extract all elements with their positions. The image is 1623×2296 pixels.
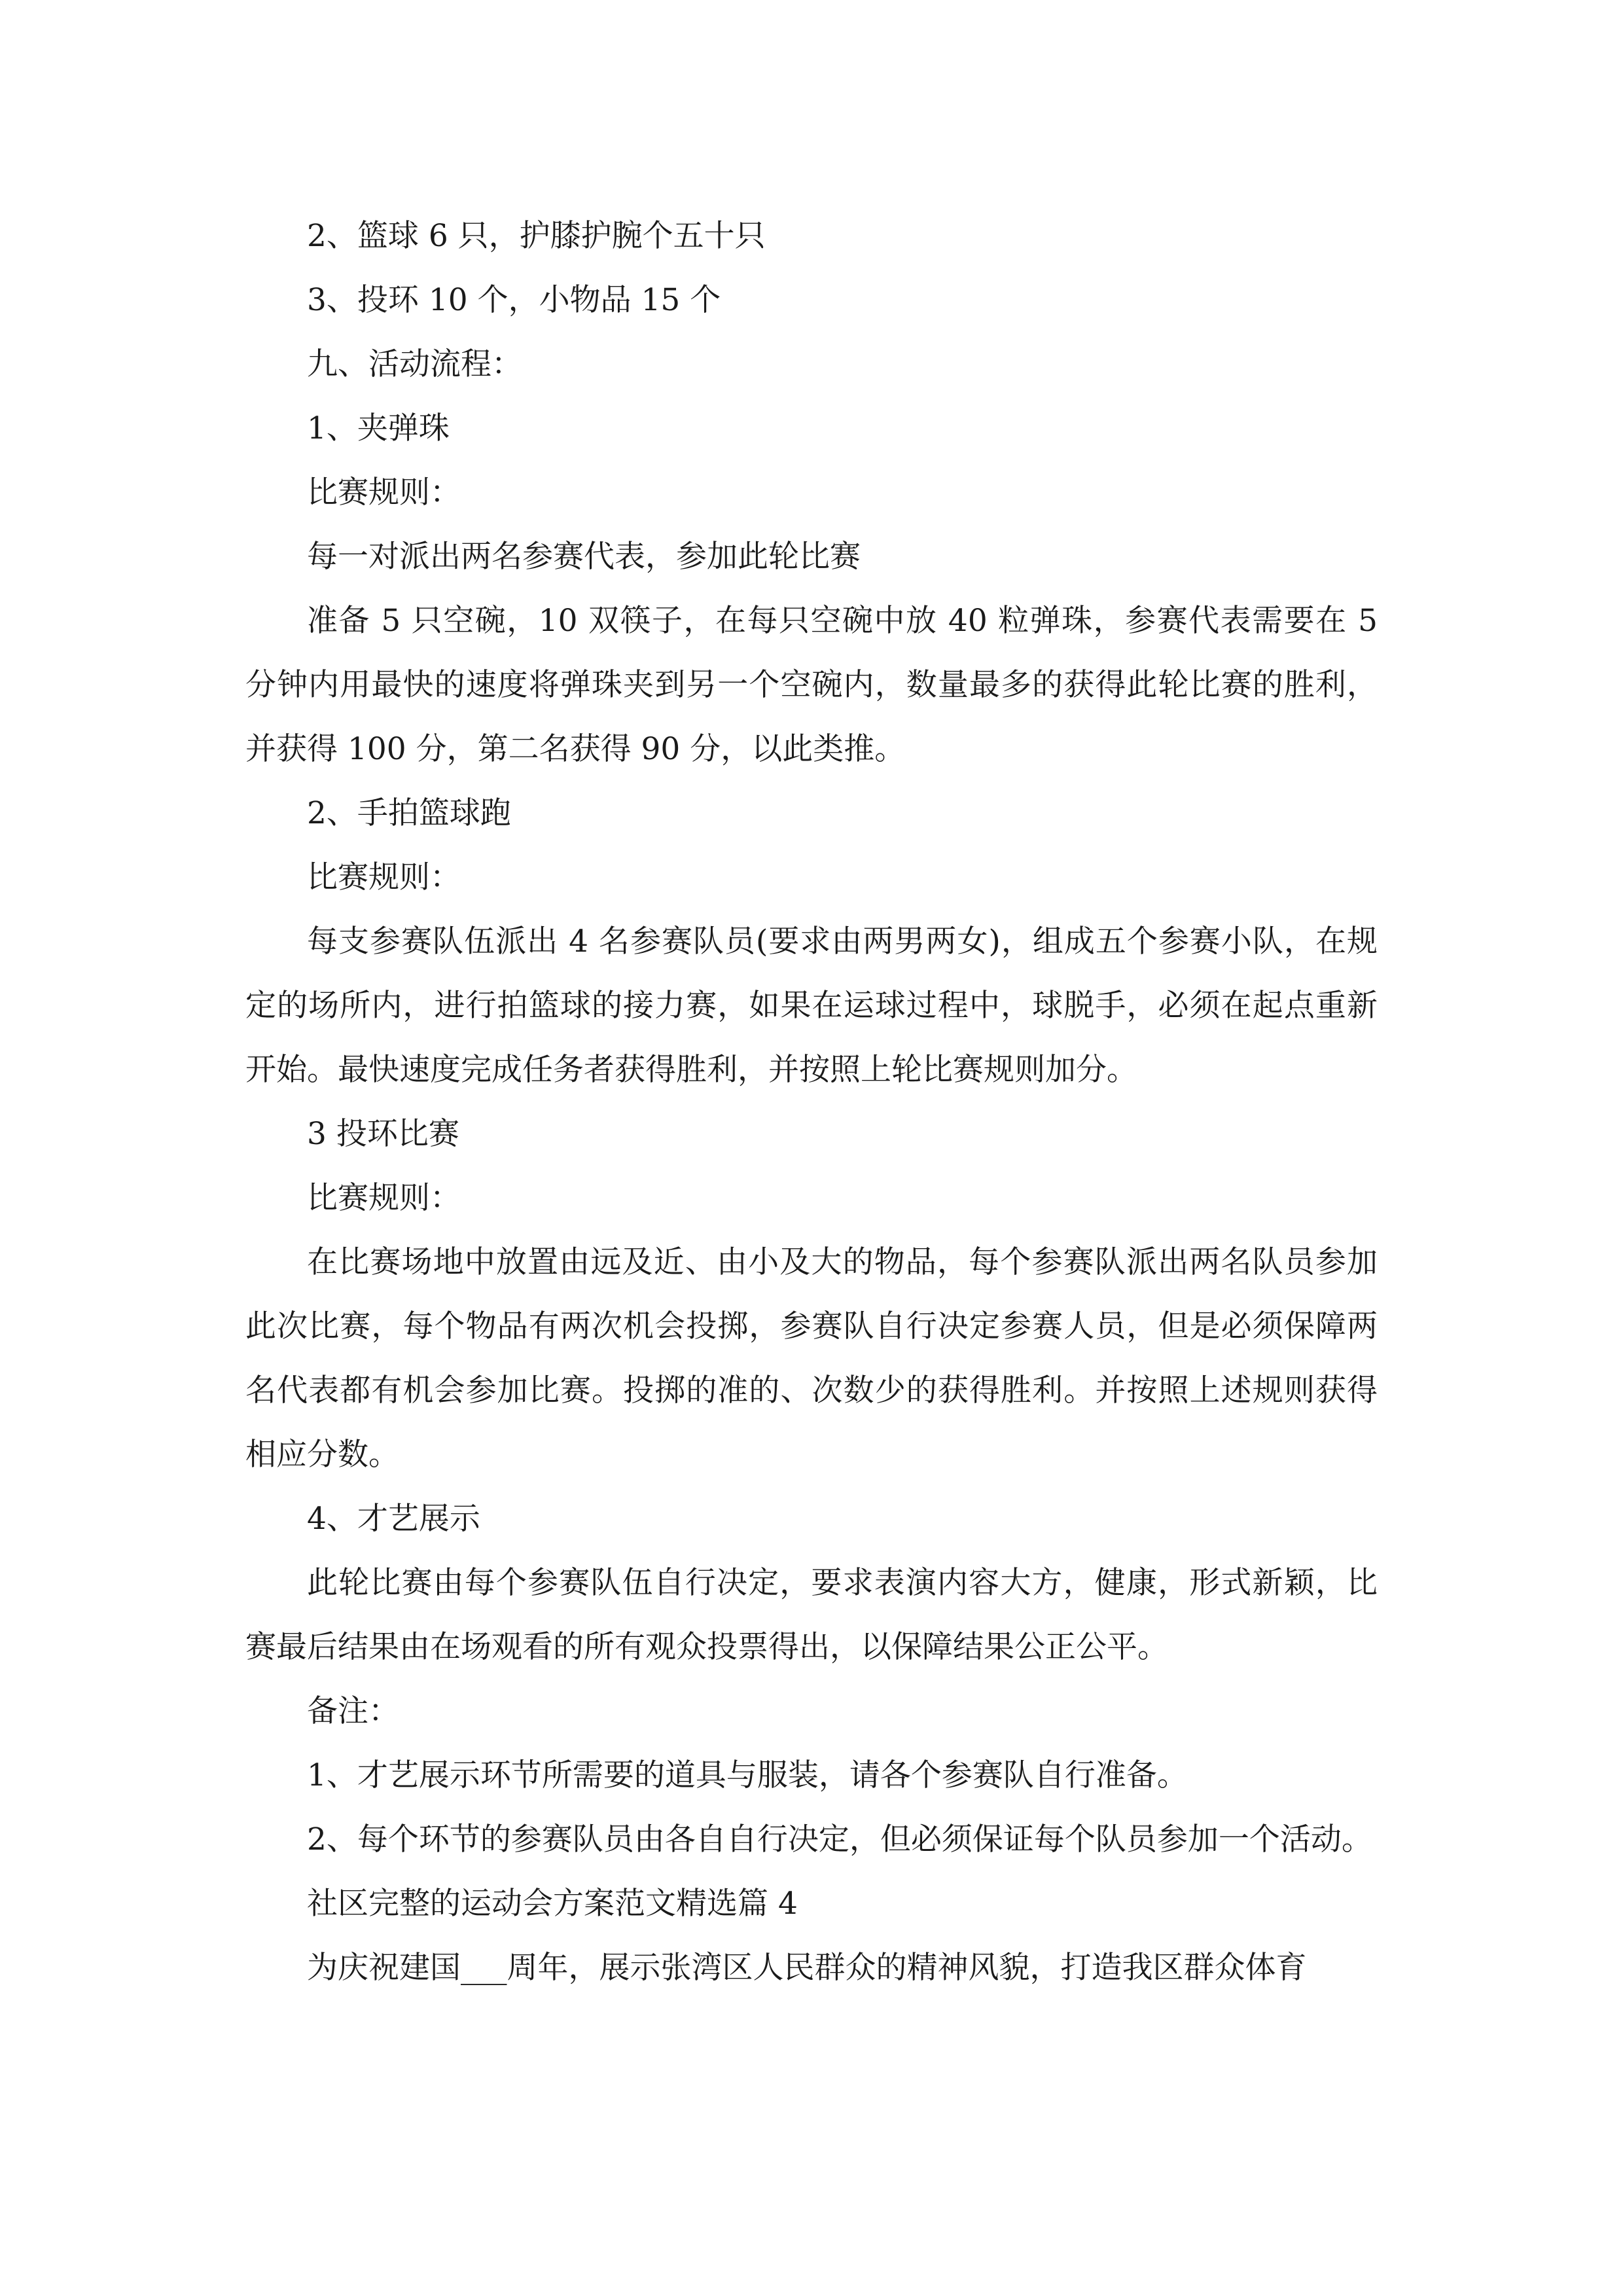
rules-label: 比赛规则： [307, 859, 461, 895]
note-item: 1、才艺展示环节所需要的道具与服装，请各个参赛队自行准备。 [307, 1757, 1188, 1793]
event-title-talent-show: 4、才艺展示 [307, 1501, 480, 1537]
equipment-item-rings: 3、投环 10 个，小物品 15 个 [307, 282, 721, 318]
section-heading-activity-flow: 九、活动流程： [307, 346, 522, 382]
event-title-marbles: 1、夹弹珠 [307, 410, 450, 446]
rules-text: 在比赛场地中放置由远及近、由小及大的物品，每个参赛队派出两名队员参加此次比赛，每个物品有两次机会投掷，参赛队自行决定参赛人员，但是必须保障两名代表都有机会参加比赛。投掷的准的、次数少的获得胜利。并按照上述规则获得相应分数。 [245, 1244, 1378, 1473]
event-title-ring-toss: 3 投环比赛 [307, 1116, 459, 1152]
rules-text: 准备 5 只空碗，10 双筷子，在每只空碗中放 40 粒弹珠，参赛代表需要在 5 分钟内用最快的速度将弹珠夹到另一个空碗内，数量最多的获得此轮比赛的胜利，并获得 100 分，第二名获得 90 分，以此类推。 [245, 603, 1378, 767]
rules-label: 比赛规则： [307, 475, 461, 511]
rules-text: 每一对派出两名参赛代表，参加此轮比赛 [307, 539, 861, 575]
rules-text: 每支参赛队伍派出 4 名参赛队员(要求由两男两女)，组成五个参赛小队，在规定的场所内，进行拍篮球的接力赛，如果在运球过程中，球脱手，必须在起点重新开始。最快速度完成任务者获得胜利，并按照上轮比赛规则加分。 [245, 924, 1378, 1088]
section-title-part-4: 社区完整的运动会方案范文精选篇 4 [307, 1886, 798, 1922]
event-title-basketball-relay: 2、手拍篮球跑 [307, 795, 511, 831]
note-item: 2、每个环节的参赛队员由各自自行决定，但必须保证每个队员参加一个活动。 [307, 1821, 1372, 1857]
document-body [245, 204, 1378, 2000]
equipment-item-basketball: 2、篮球 6 只，护膝护腕个五十只 [307, 218, 766, 254]
rules-label: 比赛规则： [307, 1180, 461, 1216]
body-paragraph: 为庆祝建国___周年，展示张湾区人民群众的精神风貌，打造我区群众体育 [307, 1950, 1307, 1986]
rules-text: 此轮比赛由每个参赛队伍自行决定，要求表演内容大方，健康，形式新颖，比赛最后结果由在场观看的所有观众投票得出，以保障结果公正公平。 [245, 1565, 1378, 1665]
notes-label: 备注： [307, 1693, 399, 1729]
